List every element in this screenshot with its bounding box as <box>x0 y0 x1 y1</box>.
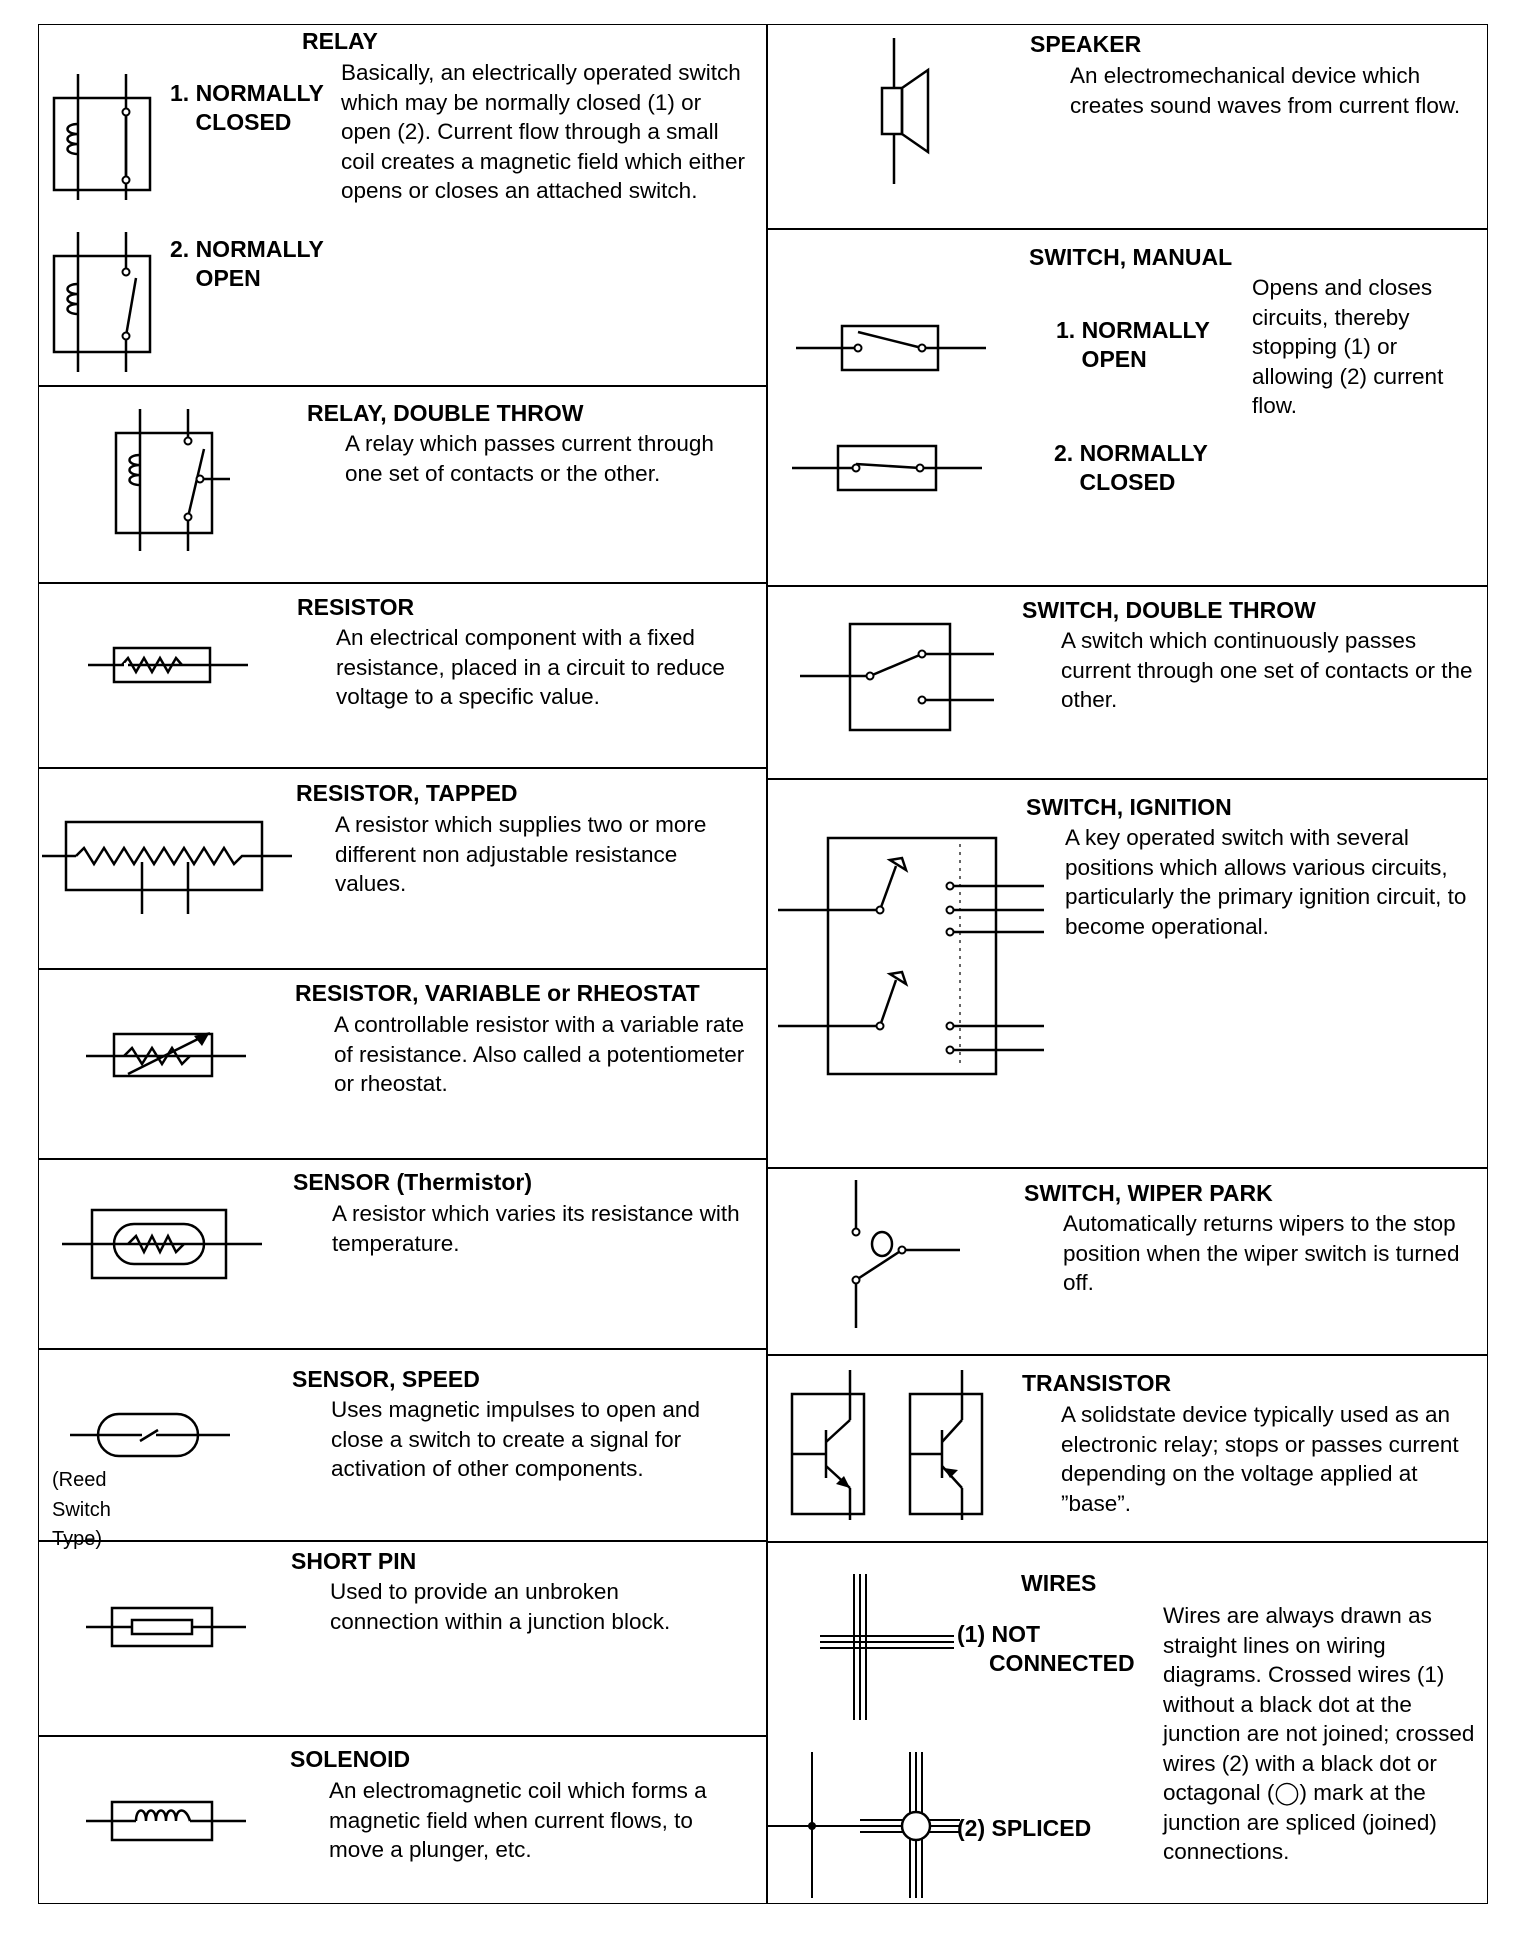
transistor-title: TRANSISTOR <box>1022 1370 1172 1396</box>
solenoid-description: An electromagnetic coil which forms a magnetic field when current flows, to move a plunger, etc. <box>329 1778 707 1862</box>
switch-wiper-park-title: SWITCH, WIPER PARK <box>1024 1180 1273 1206</box>
relay-normally-closed-symbol <box>40 60 160 200</box>
resistor-variable-description: A controllable resistor with a variable rate of resistance. Also called a potentiometer or rheostat. <box>334 1012 745 1096</box>
relay-sub-normally-closed: 1. NORMALLY CLOSED <box>170 80 324 135</box>
row-divider <box>38 1348 767 1350</box>
relay-description: Basically, an electrically operated switch which may be normally closed (1) or open (2). Current flow through a small coil creates a magnetic field which either opens or closes an attached switch. <box>341 60 745 203</box>
resistor-description: An electrical component with a fixed resistance, placed in a circuit to reduce voltage to a specific value. <box>336 625 725 709</box>
column-divider <box>766 24 768 1904</box>
row-divider <box>767 228 1488 230</box>
resistor-variable-title: RESISTOR, VARIABLE or RHEOSTAT <box>295 980 700 1006</box>
solenoid-title: SOLENOID <box>290 1746 411 1772</box>
resistor-symbol <box>88 640 248 690</box>
short-pin-symbol <box>86 1602 246 1652</box>
switch-double-throw-symbol <box>800 618 1000 738</box>
switch-double-throw-title: SWITCH, DOUBLE THROW <box>1022 597 1316 623</box>
switch-ignition-description: A key operated switch with several positions which allows various circuits, particularly the primary ignition circuit, to become operational. <box>1065 825 1467 939</box>
relay-double-throw-symbol <box>100 405 240 555</box>
resistor-title: RESISTOR <box>297 594 415 620</box>
switch-manual-sub-normally-open: 1. NORMALLY OPEN <box>1056 317 1210 372</box>
speaker-title: SPEAKER <box>1030 31 1142 57</box>
resistor-variable-symbol <box>86 1020 246 1090</box>
row-divider <box>767 585 1488 587</box>
row-divider <box>767 778 1488 780</box>
relay-sub-normally-open: 2. NORMALLY OPEN <box>170 236 324 291</box>
switch-manual-title: SWITCH, MANUAL <box>1029 244 1233 270</box>
transistor-pnp-symbol <box>904 1370 1004 1520</box>
switch-ignition-symbol <box>778 830 1048 1080</box>
sensor-thermistor-title: SENSOR (Thermistor) <box>293 1169 532 1195</box>
solenoid-symbol <box>86 1796 246 1846</box>
switch-manual-normally-open-symbol <box>796 318 986 378</box>
row-divider <box>767 1354 1488 1356</box>
wires-sub-not-connected: (1) NOT CONNECTED <box>957 1621 1135 1676</box>
row-divider <box>38 1735 767 1737</box>
row-divider <box>767 1541 1488 1543</box>
resistor-tapped-symbol <box>42 818 292 918</box>
row-divider <box>38 767 767 769</box>
row-divider <box>38 582 767 584</box>
wires-title: WIRES <box>1021 1570 1097 1596</box>
wires-spliced-octagonal-symbol <box>860 1752 960 1898</box>
relay-double-throw-description: A relay which passes current through one set of contacts or the other. <box>345 431 714 486</box>
switch-wiper-park-symbol <box>836 1180 966 1330</box>
transistor-description: A solidstate device typically used as an electronic relay; stops or passes current depending on the voltage applied at ”base”. <box>1061 1402 1459 1516</box>
wires-description: Wires are always drawn as straight lines on wiring diagrams. Crossed wires (1) without a black dot at the junction are not joined; crossed wires (2) with a black dot or octagonal (◯) mark at the junction are spliced (joined) connections. <box>1163 1603 1475 1864</box>
transistor-npn-symbol <box>786 1370 886 1520</box>
switch-wiper-park-description: Automatically returns wipers to the stop position when the wiper switch is turned off. <box>1063 1211 1460 1295</box>
row-divider <box>38 968 767 970</box>
row-divider <box>38 1540 767 1542</box>
sensor-speed-description: Uses magnetic impulses to open and close a switch to create a signal for activation of other components. <box>331 1397 700 1481</box>
resistor-tapped-description: A resistor which supplies two or more different non adjustable resistance values. <box>335 812 707 896</box>
wires-not-connected-symbol <box>804 1574 954 1720</box>
resistor-tapped-title: RESISTOR, TAPPED <box>296 780 518 806</box>
relay-normally-open-symbol <box>40 228 160 378</box>
short-pin-description: Used to provide an unbroken connection within a junction block. <box>330 1579 671 1634</box>
row-divider <box>38 1158 767 1160</box>
speaker-description: An electromechanical device which creates sound waves from current flow. <box>1070 63 1461 118</box>
short-pin-title: SHORT PIN <box>291 1548 417 1574</box>
wires-spliced-dot-symbol <box>768 1752 868 1898</box>
switch-double-throw-description: A switch which continuously passes current through one set of contacts or the other. <box>1061 628 1473 712</box>
sensor-thermistor-symbol <box>62 1204 262 1284</box>
switch-manual-description: Opens and closes circuits, thereby stopping (1) or allowing (2) current flow. <box>1252 275 1444 418</box>
row-divider <box>38 385 767 387</box>
switch-manual-sub-normally-closed: 2. NORMALLY CLOSED <box>1054 440 1208 495</box>
relay-double-throw-title: RELAY, DOUBLE THROW <box>307 400 584 426</box>
sensor-speed-title: SENSOR, SPEED <box>292 1366 480 1392</box>
switch-ignition-title: SWITCH, IGNITION <box>1026 794 1232 820</box>
switch-manual-normally-closed-symbol <box>792 438 982 498</box>
relay-title: RELAY <box>302 28 378 54</box>
sensor-speed-caption: (Reed Switch Type) <box>52 1469 111 1550</box>
wires-sub-spliced: (2) SPLICED <box>957 1815 1092 1841</box>
speaker-symbol <box>870 38 940 184</box>
sensor-speed-reed-switch-symbol <box>70 1410 230 1460</box>
sensor-thermistor-description: A resistor which varies its resistance with temperature. <box>332 1201 740 1256</box>
row-divider <box>767 1167 1488 1169</box>
